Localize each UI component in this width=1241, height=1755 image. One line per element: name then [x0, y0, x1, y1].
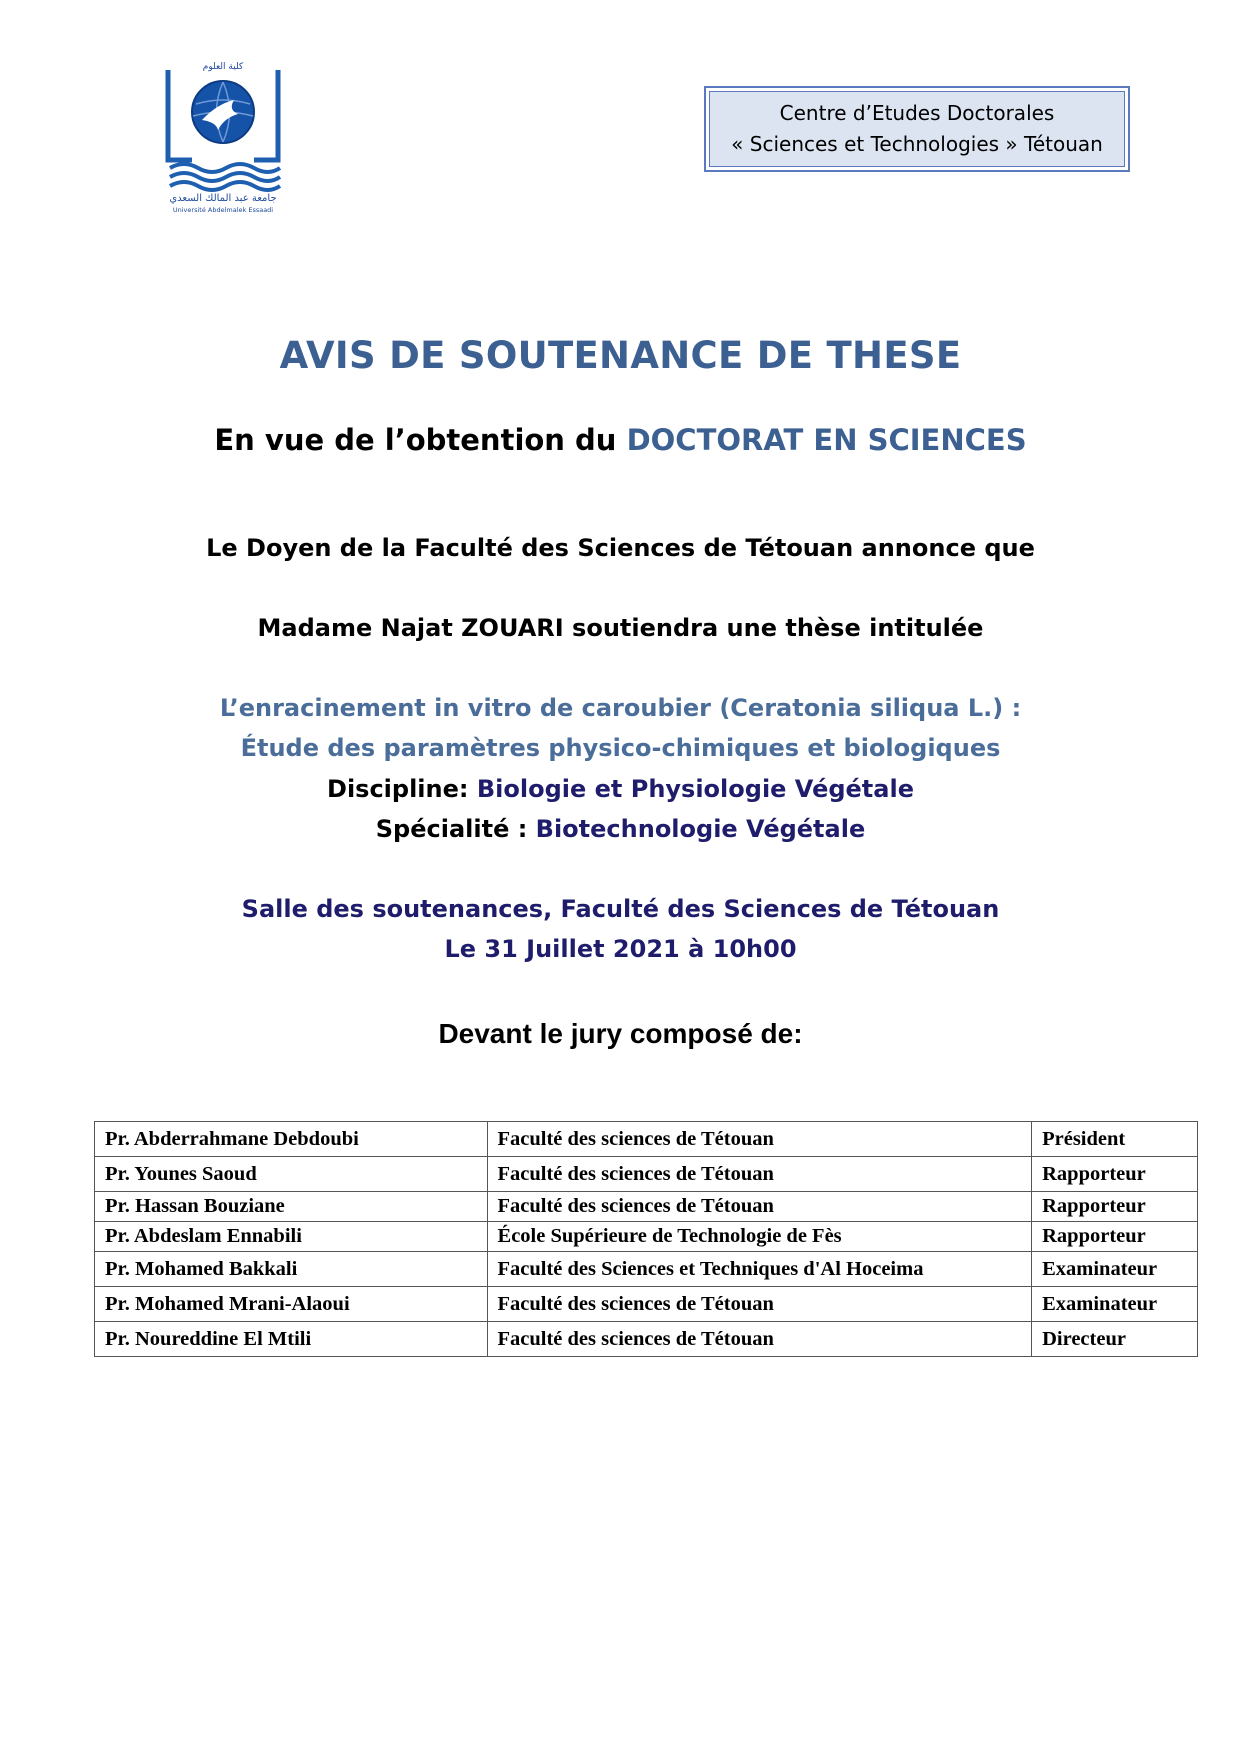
subtitle-prefix: En vue de l’obtention du — [214, 423, 627, 457]
thesis-title-line-1: L’enracinement in vitro de caroubier (Ceratonia siliqua L.) : — [219, 694, 1022, 722]
subtitle-degree: DOCTORAT EN SCIENCES — [626, 423, 1027, 457]
table-row — [95, 1322, 1198, 1357]
thesis-title-line-2: Étude des paramètres physico-chimiques et biologiques — [240, 734, 1001, 762]
centre-line-2: « Sciences et Technologies » Tétouan — [731, 132, 1103, 156]
discipline-label: Discipline: — [327, 775, 477, 803]
jury-member-institution: Faculté des sciences de Tétouan — [487, 1122, 1032, 1157]
jury-member-institution: Faculté des sciences de Tétouan — [487, 1192, 1032, 1222]
speciality-separator: : — [509, 815, 536, 843]
jury-member-name: Pr. Hassan Bouziane — [95, 1192, 488, 1222]
jury-member-institution: École Supérieure de Technologie de Fès — [487, 1222, 1032, 1252]
jury-member-name: Pr. Mohamed Mrani-Alaoui — [95, 1287, 488, 1322]
doctoral-centre-box — [704, 86, 1130, 172]
date-line: Le 31 Juillet 2021 à 10h00 — [444, 935, 797, 963]
discipline-line — [0, 775, 1241, 803]
table-row — [95, 1122, 1198, 1157]
jury-member-role: Directeur — [1032, 1322, 1198, 1357]
logo-arabic-bottom: جامعة عبد المالك السعدي — [169, 193, 277, 204]
jury-member-role: Examinateur — [1032, 1252, 1198, 1287]
speciality-line — [0, 815, 1241, 843]
jury-member-role: Examinateur — [1032, 1287, 1198, 1322]
table-row — [95, 1222, 1198, 1252]
announcement: Le Doyen de la Faculté des Sciences de Tétouan annonce que — [206, 534, 1035, 562]
jury-member-name: Pr. Abdeslam Ennabili — [95, 1222, 488, 1252]
table-row — [95, 1252, 1198, 1287]
jury-member-role: Rapporteur — [1032, 1157, 1198, 1192]
jury-member-institution: Faculté des sciences de Tétouan — [487, 1322, 1032, 1357]
jury-member-institution: Faculté des Sciences et Techniques d'Al Hoceima — [487, 1252, 1032, 1287]
jury-table — [94, 1121, 1198, 1357]
jury-member-name: Pr. Abderrahmane Debdoubi — [95, 1122, 488, 1157]
table-row — [95, 1157, 1198, 1192]
speciality-label: Spécialité — [375, 815, 510, 843]
logo-latin-bottom: Université Abdelmalek Essaadi — [172, 206, 274, 214]
jury-member-name: Pr. Younes Saoud — [95, 1157, 488, 1192]
jury-member-name: Pr. Mohamed Bakkali — [95, 1252, 488, 1287]
table-row — [95, 1192, 1198, 1222]
centre-line-1: Centre d’Etudes Doctorales — [779, 101, 1055, 125]
jury-member-institution: Faculté des sciences de Tétouan — [487, 1287, 1032, 1322]
logo-arabic-top: كلية العلوم — [202, 62, 244, 72]
venue-line: Salle des soutenances, Faculté des Sciences de Tétouan — [241, 895, 1000, 923]
discipline-value: Biologie et Physiologie Végétale — [476, 775, 914, 803]
jury-member-role: Président — [1032, 1122, 1198, 1157]
speciality-value: Biotechnologie Végétale — [535, 815, 866, 843]
notice-title: AVIS DE SOUTENANCE DE THESE — [279, 334, 962, 377]
candidate-line: Madame Najat ZOUARI soutiendra une thèse intitulée — [257, 614, 984, 642]
jury-member-name: Pr. Noureddine El Mtili — [95, 1322, 488, 1357]
table-row — [95, 1287, 1198, 1322]
university-logo — [162, 60, 284, 216]
jury-member-role: Rapporteur — [1032, 1192, 1198, 1222]
jury-member-institution: Faculté des sciences de Tétouan — [487, 1157, 1032, 1192]
jury-member-role: Rapporteur — [1032, 1222, 1198, 1252]
jury-heading: Devant le jury composé de: — [438, 1018, 803, 1049]
notice-subtitle — [0, 423, 1241, 457]
